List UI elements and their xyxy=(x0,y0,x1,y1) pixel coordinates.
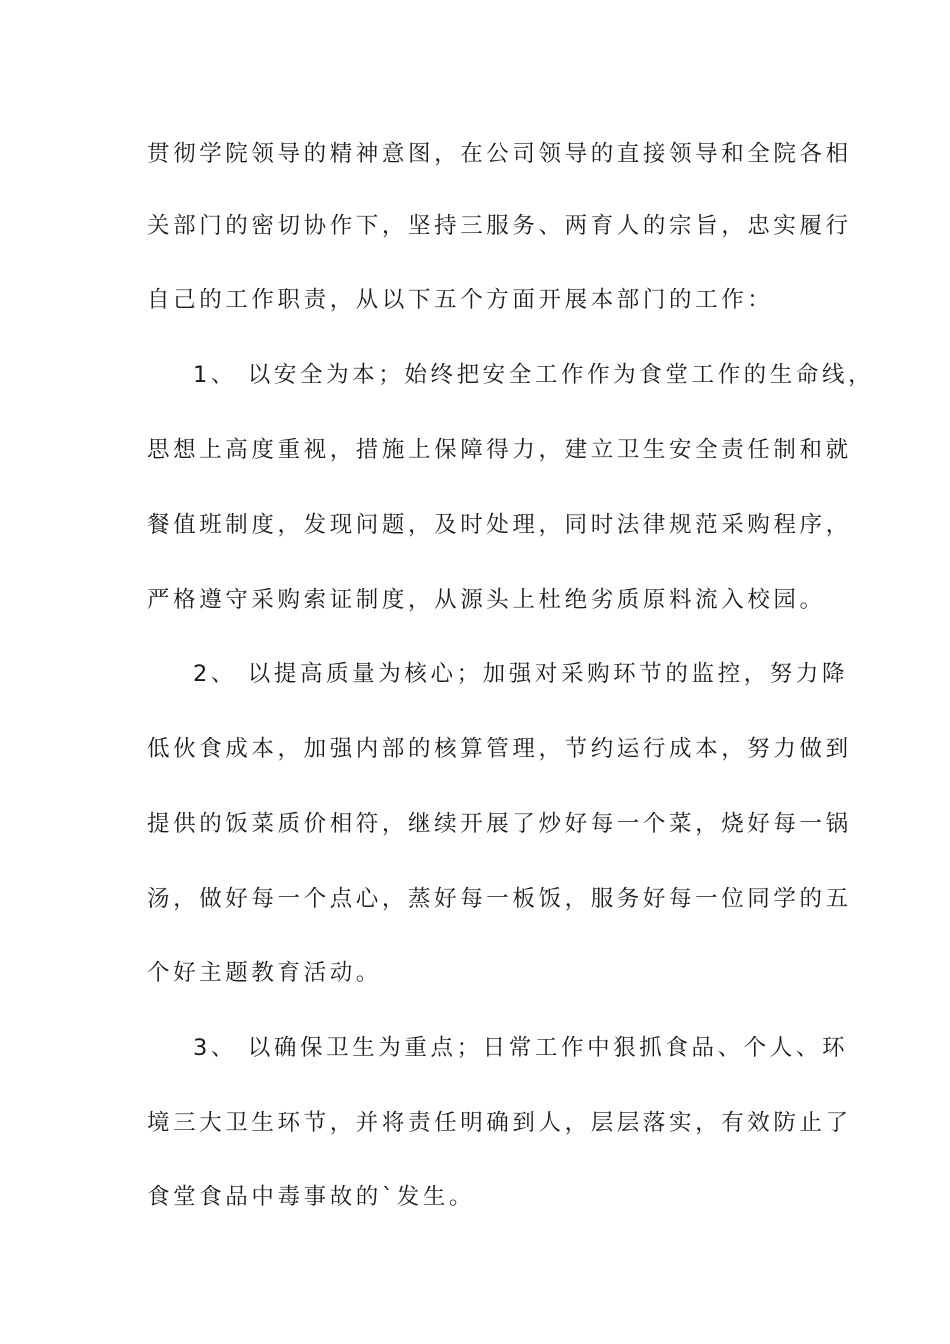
text-line: 境三大卫生环节，并将责任明确到人，层层落实，有效防止了 xyxy=(147,1110,852,1136)
text-line: 关部门的密切协作下，坚持三服务、两育人的宗旨，忠实履行 xyxy=(147,213,852,239)
text-line: 思想上高度重视，措施上保障得力，建立卫生安全责任制和就 xyxy=(147,437,852,463)
text-line: 提供的饭菜质价相符，继续开展了炒好每一个菜，烧好每一锅 xyxy=(147,811,852,837)
text-line: 食堂食品中毒事故的`发生。 xyxy=(147,1184,476,1210)
text-line: 汤，做好每一个点心，蒸好每一板饭，服务好每一位同学的五 xyxy=(147,886,852,912)
text-line: 个好主题教育活动。 xyxy=(147,960,382,986)
list-item-1-line: 1、 以安全为本；始终把安全工作作为食堂工作的生命线， xyxy=(193,362,875,388)
text-line: 贯彻学院领导的精神意图，在公司领导的直接领导和全院各相 xyxy=(147,141,852,167)
list-item-3-line: 3、 以确保卫生为重点；日常工作中狠抓食品、个人、环 xyxy=(193,1035,849,1061)
text-line: 自己的工作职责，从以下五个方面开展本部门的工作： xyxy=(147,287,774,313)
list-item-2-line: 2、 以提高质量为核心；加强对采购环节的监控，努力降 xyxy=(193,661,849,687)
text-line: 严格遵守采购索证制度，从源头上杜绝劣质原料流入校园。 xyxy=(147,587,826,613)
text-line: 餐值班制度，发现问题，及时处理，同时法律规范采购程序， xyxy=(147,512,852,538)
text-line: 低伙食成本，加强内部的核算管理，节约运行成本，努力做到 xyxy=(147,736,852,762)
